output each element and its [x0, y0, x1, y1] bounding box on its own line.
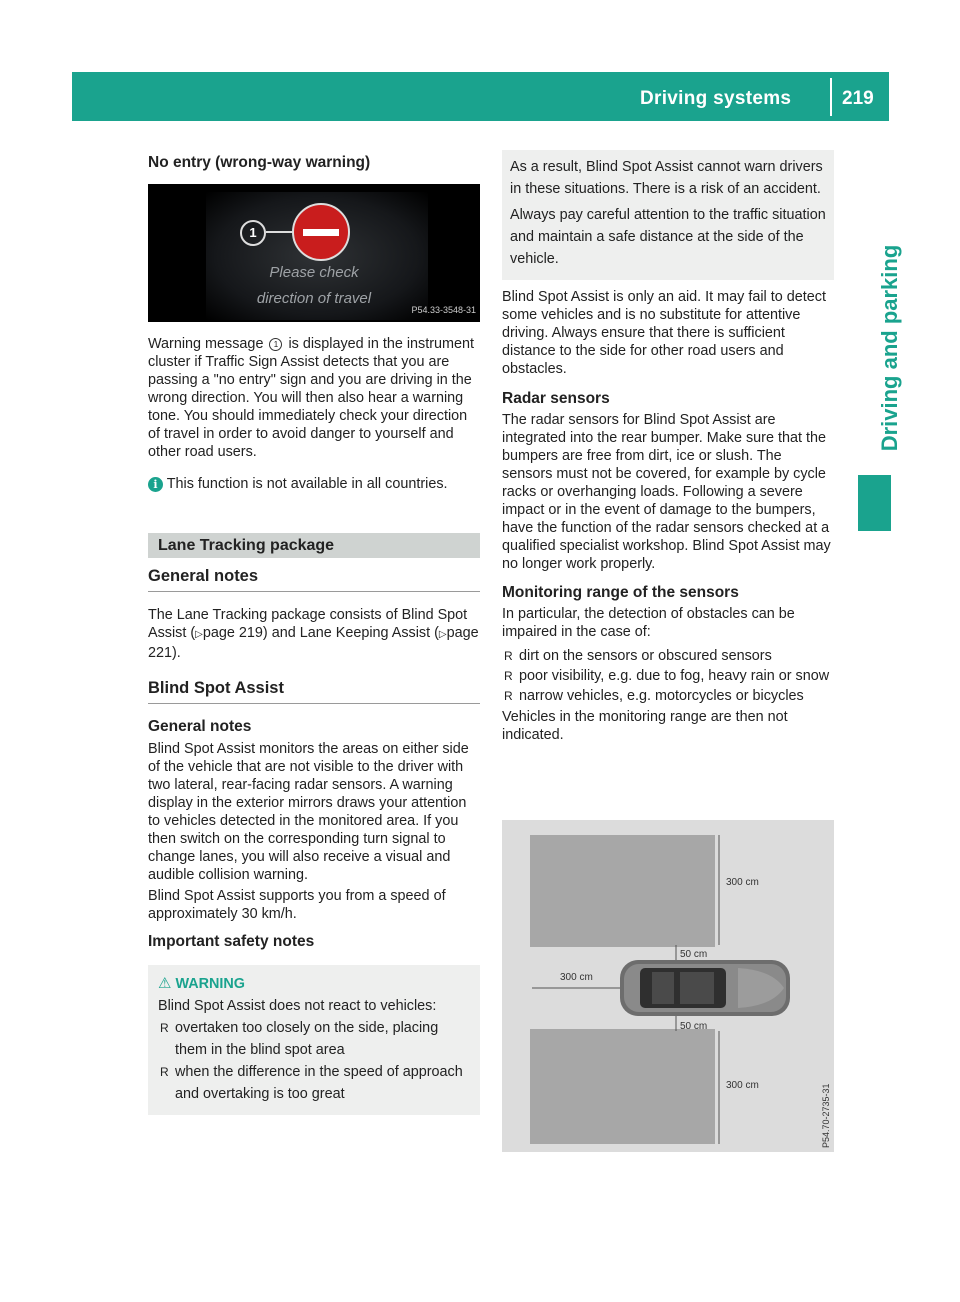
display-line-1: Please check: [269, 264, 359, 281]
no-entry-sign-icon: [292, 203, 350, 261]
list-item-text: when the difference in the speed of approach and overtaking is too great: [175, 1064, 463, 1102]
bottom-gap-label: 50 cm: [680, 1021, 708, 1032]
bsa-para-1: Blind Spot Assist monitors the areas on either side of the vehicle that are not visible to the driver with two lateral, rear-facing radar sensors. A warning display in the exterior mirrors draws your attention to vehicles detected in the monitored area. If you then switch on the corresponding turn signal to change lanes, you will also receive a visual and audible collision warning.: [148, 741, 469, 883]
radar-sensors-text: The radar sensors for Blind Spot Assist are integrated into the rear bumper. Make sure that the bumpers are free from dirt, ice or slush. The sensors must not be covered, for example by cycle racks or overhanging loads. Following a severe impact or in the event of damage to the bumpers, have the function of the radar sensors checked at a qualified specialist workshop. Blind Spot Assist may no longer work properly.: [502, 412, 831, 572]
top-gap-label: 50 cm: [680, 949, 708, 960]
chapter-marker: [858, 475, 891, 531]
page-ref-link-219[interactable]: page 219: [202, 625, 263, 641]
right-column: [502, 150, 834, 747]
bullet-marker: R: [504, 689, 513, 703]
chapter-tab-label: Driving and parking: [877, 244, 902, 452]
lane-tracking-banner: Lane Tracking package: [148, 533, 480, 558]
list-item: [502, 646, 834, 666]
car-top-view: [620, 960, 790, 1016]
monitoring-range-heading: Monitoring range of the sensors: [502, 584, 739, 601]
no-entry-heading: No entry (wrong-way warning): [148, 154, 371, 171]
warning-cont-para-2: Always pay careful attention to the traffic situation and maintain a safe distance at the side of the vehicle.: [510, 207, 826, 267]
aid-text: Blind Spot Assist is only an aid. It may fail to detect some vehicles and is no substitute for attentive driving. Always ensure that there is sufficient distance to the side for other road users and obstacles.: [502, 289, 826, 377]
bsa-general-notes-heading: General notes: [148, 718, 252, 735]
warning-box: [148, 965, 480, 1115]
body-text-a: Warning message: [148, 336, 264, 352]
bullet-marker: R: [504, 669, 513, 683]
list-item: [502, 666, 834, 686]
blind-spot-heading: Blind Spot Assist: [148, 679, 284, 697]
availability-note-text: This function is not available in all countries.: [166, 476, 448, 492]
lane-text-a: The Lane Tracking package consists of Blind Spot Assist (: [148, 607, 468, 641]
lane-tracking-text: [148, 606, 480, 662]
bottom-range-label: 300 cm: [726, 1080, 759, 1091]
monitoring-intro: In particular, the detection of obstacles can be impaired in the case of:: [502, 606, 795, 640]
blind-spot-diagram: [502, 820, 834, 1152]
warning-box-continued: [502, 150, 834, 280]
list-item: [158, 1061, 470, 1105]
list-item-text: overtaken too closely on the side, placing them in the blind spot area: [175, 1020, 439, 1058]
list-item-text: dirt on the sensors or obscured sensors: [519, 648, 772, 664]
heading-rule: [148, 591, 480, 592]
top-range-label: 300 cm: [726, 877, 759, 888]
radar-sensors-heading: Radar sensors: [502, 390, 610, 407]
image-ref: P54.33-3548-31: [411, 305, 476, 315]
page-ref-arrow: ▷: [438, 629, 447, 640]
rear-range-label: 300 cm: [560, 972, 593, 983]
warning-message-text: [148, 335, 480, 461]
lane-text-b: ) and Lane Keeping Assist (: [262, 625, 439, 641]
bullet-marker: R: [504, 649, 513, 663]
list-item: [158, 1017, 470, 1061]
availability-note: [148, 475, 480, 493]
info-icon: i: [148, 477, 163, 492]
list-item: [502, 686, 834, 706]
callout-marker: 1: [269, 338, 282, 351]
list-item-text: narrow vehicles, e.g. motorcycles or bicycles: [519, 688, 804, 704]
bsa-para-2: Blind Spot Assist supports you from a speed of approximately 30 km/h.: [148, 888, 446, 922]
heading-rule: [148, 703, 480, 704]
left-column: [148, 154, 480, 1115]
bullet-marker: R: [160, 1021, 169, 1035]
wrong-way-display: [148, 184, 480, 322]
chapter-tab: [873, 244, 907, 452]
warning-title-row: [158, 973, 470, 995]
page-ref-arrow: ▷: [195, 629, 203, 640]
body-text-b: is displayed in the instrument cluster if Traffic Sign Assist detects that you are passing a "no entry" sign and you are driving in the wrong direction. You will then also hear a warning tone. You should immediately check your direction of travel in order to avoid danger to yourself and other road users.: [148, 336, 475, 460]
safety-notes-heading: Important safety notes: [148, 933, 315, 950]
warning-cont-para-1: As a result, Blind Spot Assist cannot warn drivers in these situations. There is a risk of an accident.: [510, 159, 823, 197]
header-divider: [830, 78, 832, 116]
callout-circle: 1: [240, 220, 266, 246]
warning-intro: Blind Spot Assist does not react to vehicles:: [158, 998, 437, 1014]
page-ref-link-221[interactable]: page 221: [148, 625, 479, 661]
page-number: 219: [842, 88, 874, 109]
display-line-2: direction of travel: [256, 290, 372, 307]
monitoring-outro: Vehicles in the monitoring range are then not indicated.: [502, 709, 788, 743]
section-title: Driving systems: [640, 88, 792, 109]
warning-triangle-icon: ⚠: [158, 975, 172, 992]
general-notes-heading: General notes: [148, 567, 259, 585]
list-item-text: poor visibility, e.g. due to fog, heavy rain or snow: [519, 668, 830, 684]
lane-text-c: ).: [172, 645, 181, 661]
bottom-detection-zone: [530, 1042, 715, 1144]
diagram-ref: P54.70-2735-31: [821, 1083, 831, 1148]
sign-bar: [303, 229, 339, 236]
warning-title: WARNING: [175, 976, 246, 992]
bullet-marker: R: [160, 1065, 169, 1079]
callout-line: [266, 231, 294, 233]
